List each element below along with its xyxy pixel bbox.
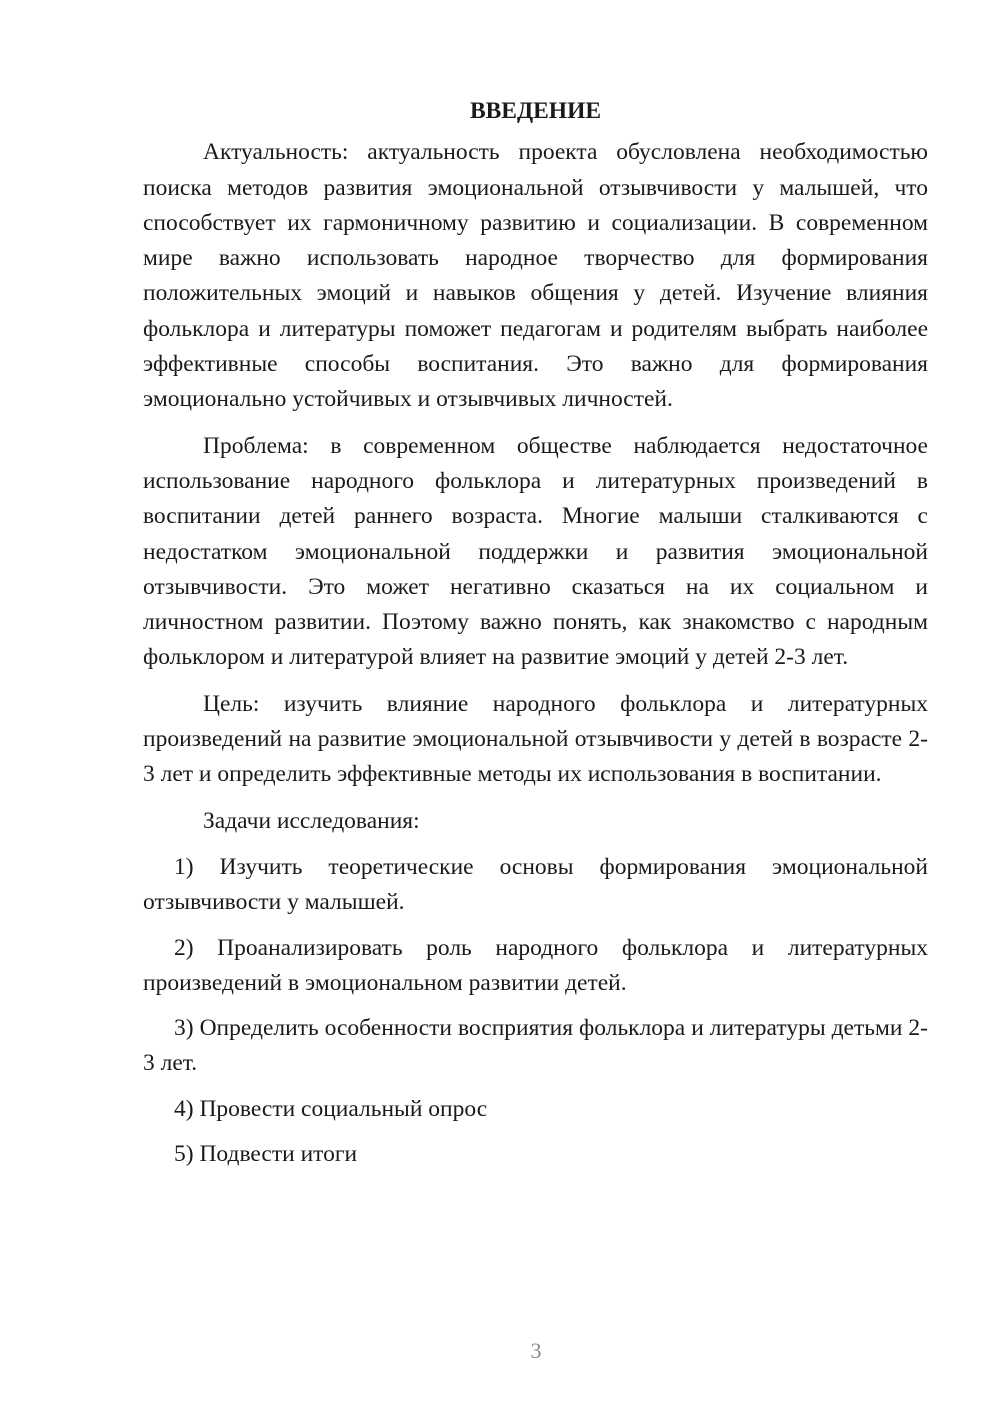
task-item: 5) Подвести итоги <box>174 1141 358 1168</box>
task-item: 2) Проанализировать роль народного фольклора и литературных произведений в эмоциональном развитии детей. <box>143 934 928 996</box>
task-item: 1) Изучить теоретические основы формирования эмоциональной отзывчивости у малышей. <box>143 853 928 916</box>
page-content <box>143 94 928 1182</box>
task-item: 3) Определить особенности восприятия фольклора и литературы детьми 2-3 лет. <box>143 1015 928 1077</box>
problem-paragraph: Проблема: в современном обществе наблюдается недостаточное использование народного фольклора и литературных произведений в воспитании детей раннего возраста. Многие малыши сталкиваются с недостатком эмоциональной поддержки и развития эмоциональной отзывчивости. Это может негативно сказаться на их социальном и личностном развитии. Поэтому важно понять, как знакомство с народным фольклором и литературой влияет на развитие эмоций у детей 2-3 лет. <box>143 432 928 671</box>
goal-paragraph: Цель: изучить влияние народного фольклора и литературных произведений на развитие эмоциональной отзывчивости у детей в возрасте 2-3 лет и определить эффективные методы их использования в воспитании. <box>143 690 928 788</box>
task-item: 4) Провести социальный опрос <box>174 1095 488 1122</box>
relevance-paragraph: Актуальность: актуальность проекта обусловлена необходимостью поиска методов развития эмоциональной отзывчивости у малышей, что способствует их гармоничному развитию и социализации. В современном мире важно использовать народное творчество для формирования положительных эмоций и навыков общения у детей. Изучение влияния фольклора и литературы поможет педагогам и родителям выбрать наиболее эффективные способы воспитания. Это важно для формирования эмоционально устойчивых и отзывчивых личностей. <box>143 139 928 413</box>
section-heading: ВВЕДЕНИЕ <box>469 98 602 124</box>
page-number: 3 <box>530 1338 542 1363</box>
tasks-title: Задачи исследования: <box>203 807 420 834</box>
